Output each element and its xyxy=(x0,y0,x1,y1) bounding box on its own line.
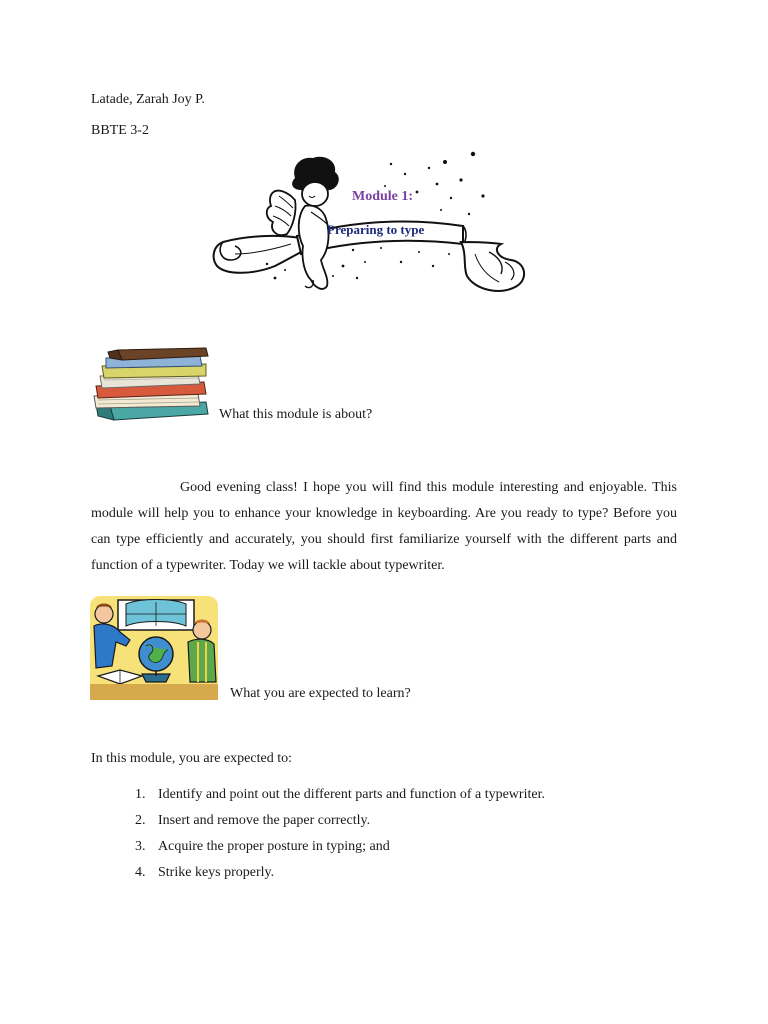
list-item-number: 3. xyxy=(135,839,146,854)
list-item-number: 2. xyxy=(135,813,146,828)
list-item-number: 4. xyxy=(135,865,146,880)
module-number: Module 1: xyxy=(352,189,414,204)
heading-expected-learn: What you are expected to learn? xyxy=(230,686,411,701)
list-item-text: Identify and point out the different parts and function of a typewriter. xyxy=(158,787,545,802)
objectives-intro: In this module, you are expected to: xyxy=(91,751,292,766)
module-title: Preparing to type xyxy=(327,222,425,237)
list-item-text: Acquire the proper posture in typing; and xyxy=(158,839,390,854)
list-item-number: 1. xyxy=(135,787,146,802)
intro-paragraph: Good evening class! I hope you will find this module interesting and enjoyable. This module will help you to enhance your knowledge in keyboarding. Are you ready to type? Before you can type efficiently and accurately, you should first familiarize yourself with the different parts and function of a typewriter. Today we will tackle about typewriter. xyxy=(91,480,677,573)
heading-module-about: What this module is about? xyxy=(219,407,373,422)
classroom-globe-icon xyxy=(90,596,218,700)
list-item-text: Strike keys properly. xyxy=(158,865,275,880)
section-code: BBTE 3-2 xyxy=(91,123,149,138)
author-name: Latade, Zarah Joy P. xyxy=(91,92,205,107)
list-item-text: Insert and remove the paper correctly. xyxy=(158,813,371,828)
stack-of-books-icon xyxy=(88,346,214,424)
module-banner xyxy=(205,150,535,300)
